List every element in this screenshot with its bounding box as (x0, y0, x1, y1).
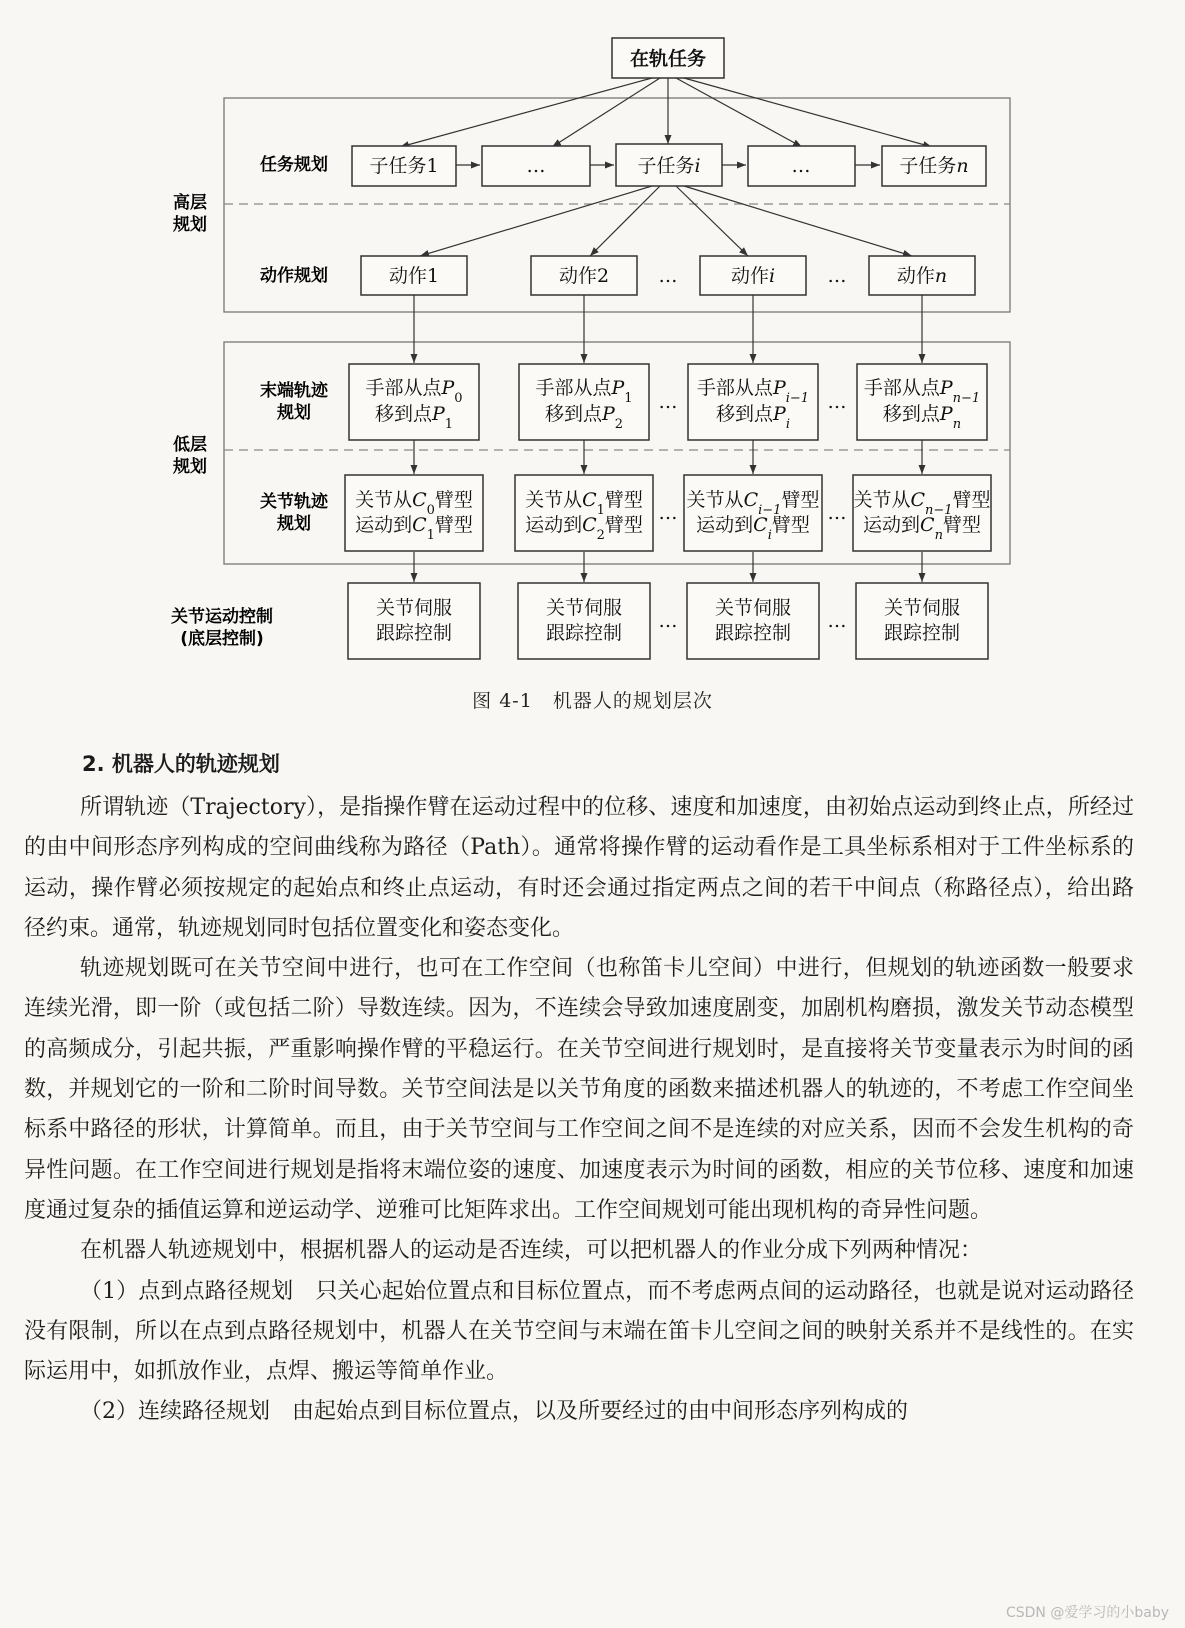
servo-box (856, 583, 988, 659)
joint-traj-line2: 运动到$C_n$臂型 (863, 514, 981, 543)
action-ellipsis: … (827, 265, 847, 287)
paragraph: 在机器人轨迹规划中，根据机器人的运动是否连续，可以把机器人的作业分成下列两种情况： (80, 1238, 983, 1264)
paragraph: 轨迹规划既可在关节空间中进行，也可在工作空间（也称笛卡儿空间）中进行，但规划的轨迹函数一般要求连续光滑，即一阶（或包括二阶）导数连续。因为，不连续会导致加速度剧变，加剧机构磨损，激发关节动态模型的高频成分，引起共振，严重影响操作臂的平稳运行。在关节空间进行规划时，是直接将关节变量表示为时间的函数，并规划它的一阶和二阶时间导数。关节空间法是以关节角度的函数来描述机器人的轨迹的，不考虑工作空间坐标系中路径的形状，计算简单。而且，由于关节空间与工作空间之间不是连续的对应关系，因而不会发生机构的奇异性问题。在工作空间进行规划是指将末端位姿的速度、加速度表示为时间的函数，相应的关节位移、速度和加速度通过复杂的插值运算和逆运动学、逆雅可比矩阵求出。工作空间规划可能出现机构的奇异性问题。 (24, 956, 1134, 1223)
action-n-label: 动作n (896, 265, 948, 287)
planning-hierarchy-diagram (0, 0, 1185, 680)
subtask-ellipsis-2: … (791, 155, 811, 177)
top-task-label: 在轨任务 (629, 48, 707, 70)
action-2-label: 动作2 (558, 265, 610, 287)
joint-traj-ellipsis: … (658, 502, 678, 524)
paragraph: 所谓轨迹（Trajectory），是指操作臂在运动过程中的位移、速度和加速度，由初始点运动到终止点，所经过的由中间形态序列构成的空间曲线称为路径（Path）。通常将操作臂的运动看作是工具坐标系相对于工件坐标系的运动，操作臂必须按规定的起始点和终止点运动，有时还会通过指定两点之间的若干中间点（称路径点），给出路径约束。通常，轨迹规划同时包括位置变化和姿态变化。 (24, 795, 1134, 941)
row-label-joint-traj-line2: 规划 (277, 514, 311, 534)
row-label-joint-traj-line1: 关节轨迹 (260, 492, 328, 512)
end-traj-line1: 手部从点$P_1$ (535, 377, 633, 406)
servo-box (687, 583, 819, 659)
subtask-1-label: 子任务1 (369, 155, 439, 177)
end-traj-ellipsis: … (827, 391, 847, 413)
action-1-label: 动作1 (388, 265, 440, 287)
joint-traj-box (345, 475, 483, 551)
servo-line2: 跟踪控制 (883, 622, 961, 644)
end-traj-line2: 移到点$P_2$ (544, 403, 624, 432)
servo-box (518, 583, 650, 659)
servo-line1: 关节伺服 (545, 597, 623, 619)
arrow (676, 78, 802, 147)
arrow (676, 186, 748, 256)
action-ellipsis: … (658, 265, 678, 287)
servo-line2: 跟踪控制 (375, 622, 453, 644)
end-traj-line2: 移到点$P_i$ (716, 403, 790, 432)
paragraph: （1）点到点路径规划 只关心起始位置点和目标位置点，而不考虑两点间的运动路径，也就是说对运动路径没有限制，所以在点到点路径规划中，机器人在关节空间与末端在笛卡儿空间之间的映射关系并不是线性的。在实际运用中，如抓放作业，点焊、搬运等简单作业。 (24, 1278, 1134, 1385)
arrow (420, 186, 652, 256)
servo-ellipsis: … (658, 610, 678, 632)
joint-traj-line1: 关节从$C_{i-1}$臂型 (686, 489, 820, 518)
servo-ellipsis: … (827, 610, 847, 632)
end-traj-ellipsis: … (658, 391, 678, 413)
servo-line2: 跟踪控制 (714, 622, 792, 644)
row-label-task: 任务规划 (260, 155, 328, 175)
high-level-label-line1: 高层 (173, 193, 207, 213)
joint-traj-ellipsis: … (827, 502, 847, 524)
subtask-n-label: 子任务n (899, 155, 969, 177)
servo-line1: 关节伺服 (375, 597, 453, 619)
arrow (552, 78, 660, 147)
row-label-end-traj-line1: 末端轨迹 (260, 381, 328, 401)
low-level-label-line1: 低层 (173, 435, 207, 455)
end-traj-line1: 手部从点$P_{i-1}$ (696, 377, 810, 406)
high-level-label-line2: 规划 (173, 215, 207, 235)
arrow (684, 78, 932, 147)
text-body (24, 748, 1134, 1433)
action-i-label: 动作i (730, 265, 776, 287)
joint-traj-line1: 关节从$C_0$臂型 (355, 489, 473, 518)
joint-traj-line1: 关节从$C_1$臂型 (525, 489, 643, 518)
watermark: CSDN @爱学习的小baby (1005, 1605, 1169, 1621)
row-label-action: 动作规划 (260, 266, 328, 286)
figure-title: 机器人的规划层次 (552, 690, 713, 712)
row-label-joint-ctrl-line2: (底层控制) (180, 629, 264, 649)
end-traj-line1: 手部从点$P_{n-1}$ (863, 377, 981, 406)
joint-traj-line2: 运动到$C_1$臂型 (355, 514, 473, 543)
joint-traj-box (853, 475, 991, 551)
joint-traj-line2: 运动到$C_i$臂型 (696, 514, 810, 543)
joint-traj-box (684, 475, 822, 551)
paragraph: （2）连续路径规划 由起始点到目标位置点，以及所要经过的由中间形态序列构成的 (80, 1399, 908, 1425)
arrow (400, 78, 652, 147)
end-traj-line1: 手部从点$P_0$ (365, 377, 463, 406)
end-traj-line2: 移到点$P_1$ (374, 403, 454, 432)
subtask-i-label: 子任务i (637, 155, 701, 177)
servo-box (348, 583, 480, 659)
servo-line1: 关节伺服 (714, 597, 792, 619)
subtask-ellipsis-1: … (526, 155, 546, 177)
joint-traj-box (515, 475, 653, 551)
section-heading: 2. 机器人的轨迹规划 (82, 752, 280, 776)
row-label-joint-ctrl-line1: 关节运动控制 (171, 607, 273, 627)
row-label-end-traj-line2: 规划 (277, 403, 311, 423)
low-level-label-line2: 规划 (173, 457, 207, 477)
arrow (590, 186, 660, 256)
joint-traj-line1: 关节从$C_{n-1}$臂型 (853, 489, 991, 518)
servo-line1: 关节伺服 (883, 597, 961, 619)
figure-number: 图 4-1 (472, 690, 533, 712)
end-traj-line2: 移到点$P_n$ (882, 403, 962, 432)
joint-traj-line2: 运动到$C_2$臂型 (525, 514, 643, 543)
servo-line2: 跟踪控制 (545, 622, 623, 644)
arrow (684, 186, 912, 256)
figure-caption (0, 686, 1185, 713)
